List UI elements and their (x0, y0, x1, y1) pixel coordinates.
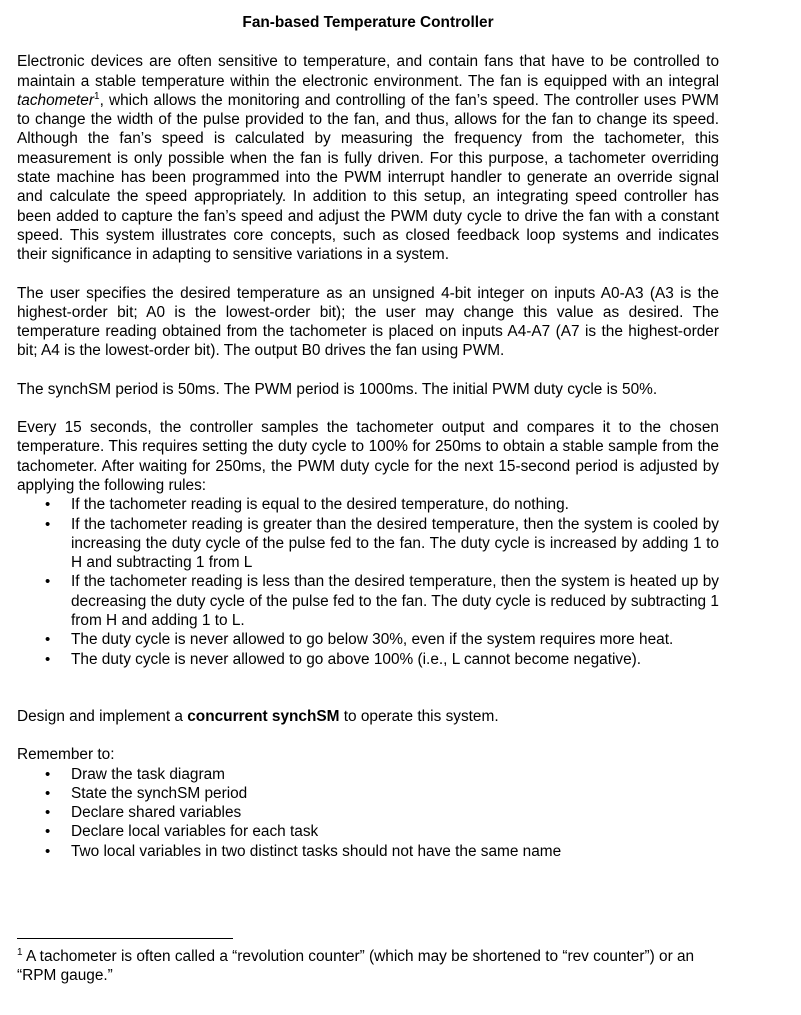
design-emphasis: concurrent synchSM (187, 707, 340, 725)
sampling-paragraph: Every 15 seconds, the controller samples the tachometer output and compares it to the chosen temperature. This requires setting the duty cycle to 100% for 250ms to obtain a stable sample from the tachometer. After waiting for 250ms, the PWM duty cycle for the next 15-second period is adjusted by applying the following rules: (17, 419, 719, 494)
design-suffix: to operate this system. (339, 707, 499, 725)
footnote (17, 947, 737, 986)
list-item: • Two local variables in two distinct tasks should not have the same name (71, 842, 719, 861)
design-prefix: Design and implement a (17, 707, 188, 725)
footnote-text: A tachometer is often called a “revolution counter” (which may be shortened to “rev counter”) or an “RPM gauge.” (17, 948, 695, 985)
list-item: • State the synchSM period (71, 784, 719, 803)
remember-list (17, 765, 719, 861)
document-page (17, 13, 719, 861)
remember-heading: Remember to: (17, 746, 115, 764)
list-item: • Declare local variables for each task (71, 822, 719, 841)
footnote-reference: 1 (94, 90, 100, 102)
tachometer-term: tachometer (17, 91, 94, 109)
footnote-number: 1 (17, 946, 23, 958)
inputs-paragraph: The user specifies the desired temperature as an unsigned 4-bit integer on inputs A0-A3 (A3 is the highest-order bit; A0 is the lowest-order bit); the user may change this value as desired. The temperature reading obtained from the tachometer is placed on inputs A4-A7 (A7 is the highest-order bit; A4 is the lowest-order bit). The output B0 drives the fan using PWM. (17, 284, 719, 360)
design-paragraph (17, 707, 719, 726)
list-item: • Draw the task diagram (71, 765, 719, 784)
list-item: • If the tachometer reading is equal to the desired temperature, do nothing. (71, 495, 719, 514)
list-item: • The duty cycle is never allowed to go below 30%, even if the system requires more heat. (71, 630, 719, 649)
list-item: • If the tachometer reading is less than the desired temperature, then the system is heated up by decreasing the duty cycle of the pulse fed to the fan. The duty cycle is reduced by subtracting 1 from H and adding 1 to L. (71, 572, 719, 630)
rules-list (17, 495, 719, 669)
document-title: Fan-based Temperature Controller (242, 14, 494, 31)
list-item: • The duty cycle is never allowed to go above 100% (i.e., L cannot become negative). (71, 650, 719, 669)
intro-paragraph (17, 52, 719, 264)
footnote-separator (17, 938, 233, 939)
period-paragraph: The synchSM period is 50ms. The PWM period is 1000ms. The initial PWM duty cycle is 50%. (17, 380, 658, 398)
list-item: • Declare shared variables (71, 803, 719, 822)
intro-text-part1: Electronic devices are often sensitive to temperature, and contain fans that have to be controlled to maintain a stable temperature within the electronic environment. The fan is equipped with an integral (17, 53, 719, 90)
list-item: • If the tachometer reading is greater than the desired temperature, then the system is cooled by increasing the duty cycle of the pulse fed to the fan. The duty cycle is increased by adding 1 to H and subtracting 1 from L (71, 515, 719, 573)
intro-text-part2: , which allows the monitoring and controlling of the fan’s speed. The controller uses PWM to change the width of the pulse provided to the fan, and thus, allows for the fan to change its speed. Although the fan’s speed is calculated by measuring the frequency from the tachometer, this measurement is only possible when the fan is fully driven. For this purpose, a tachometer overriding state machine has been programmed into the PWM interrupt handler to generate an override signal and calculate the speed appropriately. In addition to this setup, an integrating speed controller has been added to capture the fan’s speed and adjust the PWM duty cycle to drive the fan with a constant speed. This system illustrates core concepts, such as closed feedback loop systems and indicates their significance in adapting to sensitive variations in a system. (17, 91, 719, 264)
